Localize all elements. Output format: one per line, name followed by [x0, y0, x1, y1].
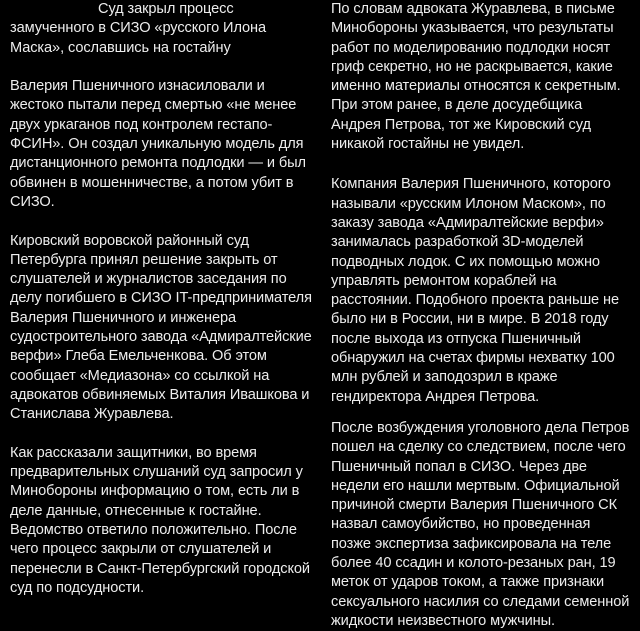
left-paragraph-3: Кировский воровской районный суд Петербурга принял решение закрыть от слушателей и журналистов заседания по делу погибшего в СИЗО IT-предпринимателя Валерия Пшеничного и инженера судостроительного завода «Адмиралтейские верфи» Глеба Емельченкова. Об этом сообщает «Медиазона» со ссылкой на адвокатов обвиняемых Виталия Ивашкова и Станислава Журавлева.: [10, 232, 312, 423]
left-paragraph-4: Как рассказали защитники, во время предварительных слушаний суд запросил у Минобороны информацию о том, есть ли в деле данные, отнесенные к гостайне. Ведомство ответило положительно. После чего процесс закрыли от слушателей и перенесли в Санкт-Петербургский городской суд по подсудности.: [10, 444, 310, 596]
right-column: [331, 0, 633, 629]
right-paragraph-2: Компания Валерия Пшеничного, которого называли «русским Илоном Маском», по заказу завода «Адмиралтейские верфи» занималась разработкой 3D-моделей подводных лодок. С их помощью можно управлять ремонтом кораблей на расстоянии. Подобного проекта раньше не было ни в России, ни в мире. В 2018 году после выхода из отпуска Пшеничный обнаружил на счетах фирмы нехватку 100 млн рублей и заподозрил в краже гендиректора Андрея Петрова.: [331, 176, 620, 405]
left-paragraph-1: замученного в СИЗО «русского Илона Маска», сославшись на гостайну: [10, 20, 267, 56]
article-title: Суд закрыл процесс: [98, 1, 234, 17]
left-paragraph-2: Валерия Пшеничного изнасиловали и жестоко пытали перед смертью «не менее двух уркаганов под контролем гестапо-ФСИН». Он создал уникальную модель для дистанционного ремонта подлодки — и был обвинен в мошенничестве, а потом убит в СИЗО.: [10, 78, 306, 210]
left-column: [10, 0, 312, 596]
right-paragraph-1: По словам адвоката Журавлева, в письме Минобороны указывается, что результаты работ по моделированию подлодки носят гриф секретно, но не раскрывается, какие именно материалы относятся к секретным. При этом ранее, в деле досудебщика Андрея Петрова, тот же Кировский суд никакой гостайны не увидел.: [331, 1, 621, 153]
right-paragraph-3: После возбуждения уголовного дела Петров пошел на сделку со следствием, после чего Пшеничный попал в СИЗО. Через две недели его нашли мертвым. Официальной причиной смерти Валерия Пшеничного СК назвал самоубийство, но проведенная позже экспертиза зафиксировала на теле более 40 ссадин и колото-резаных ран, 19 меток от ударов током, а также признаки сексуального насилия со следами семенной жидкости неизвестного мужчины.: [331, 419, 630, 629]
